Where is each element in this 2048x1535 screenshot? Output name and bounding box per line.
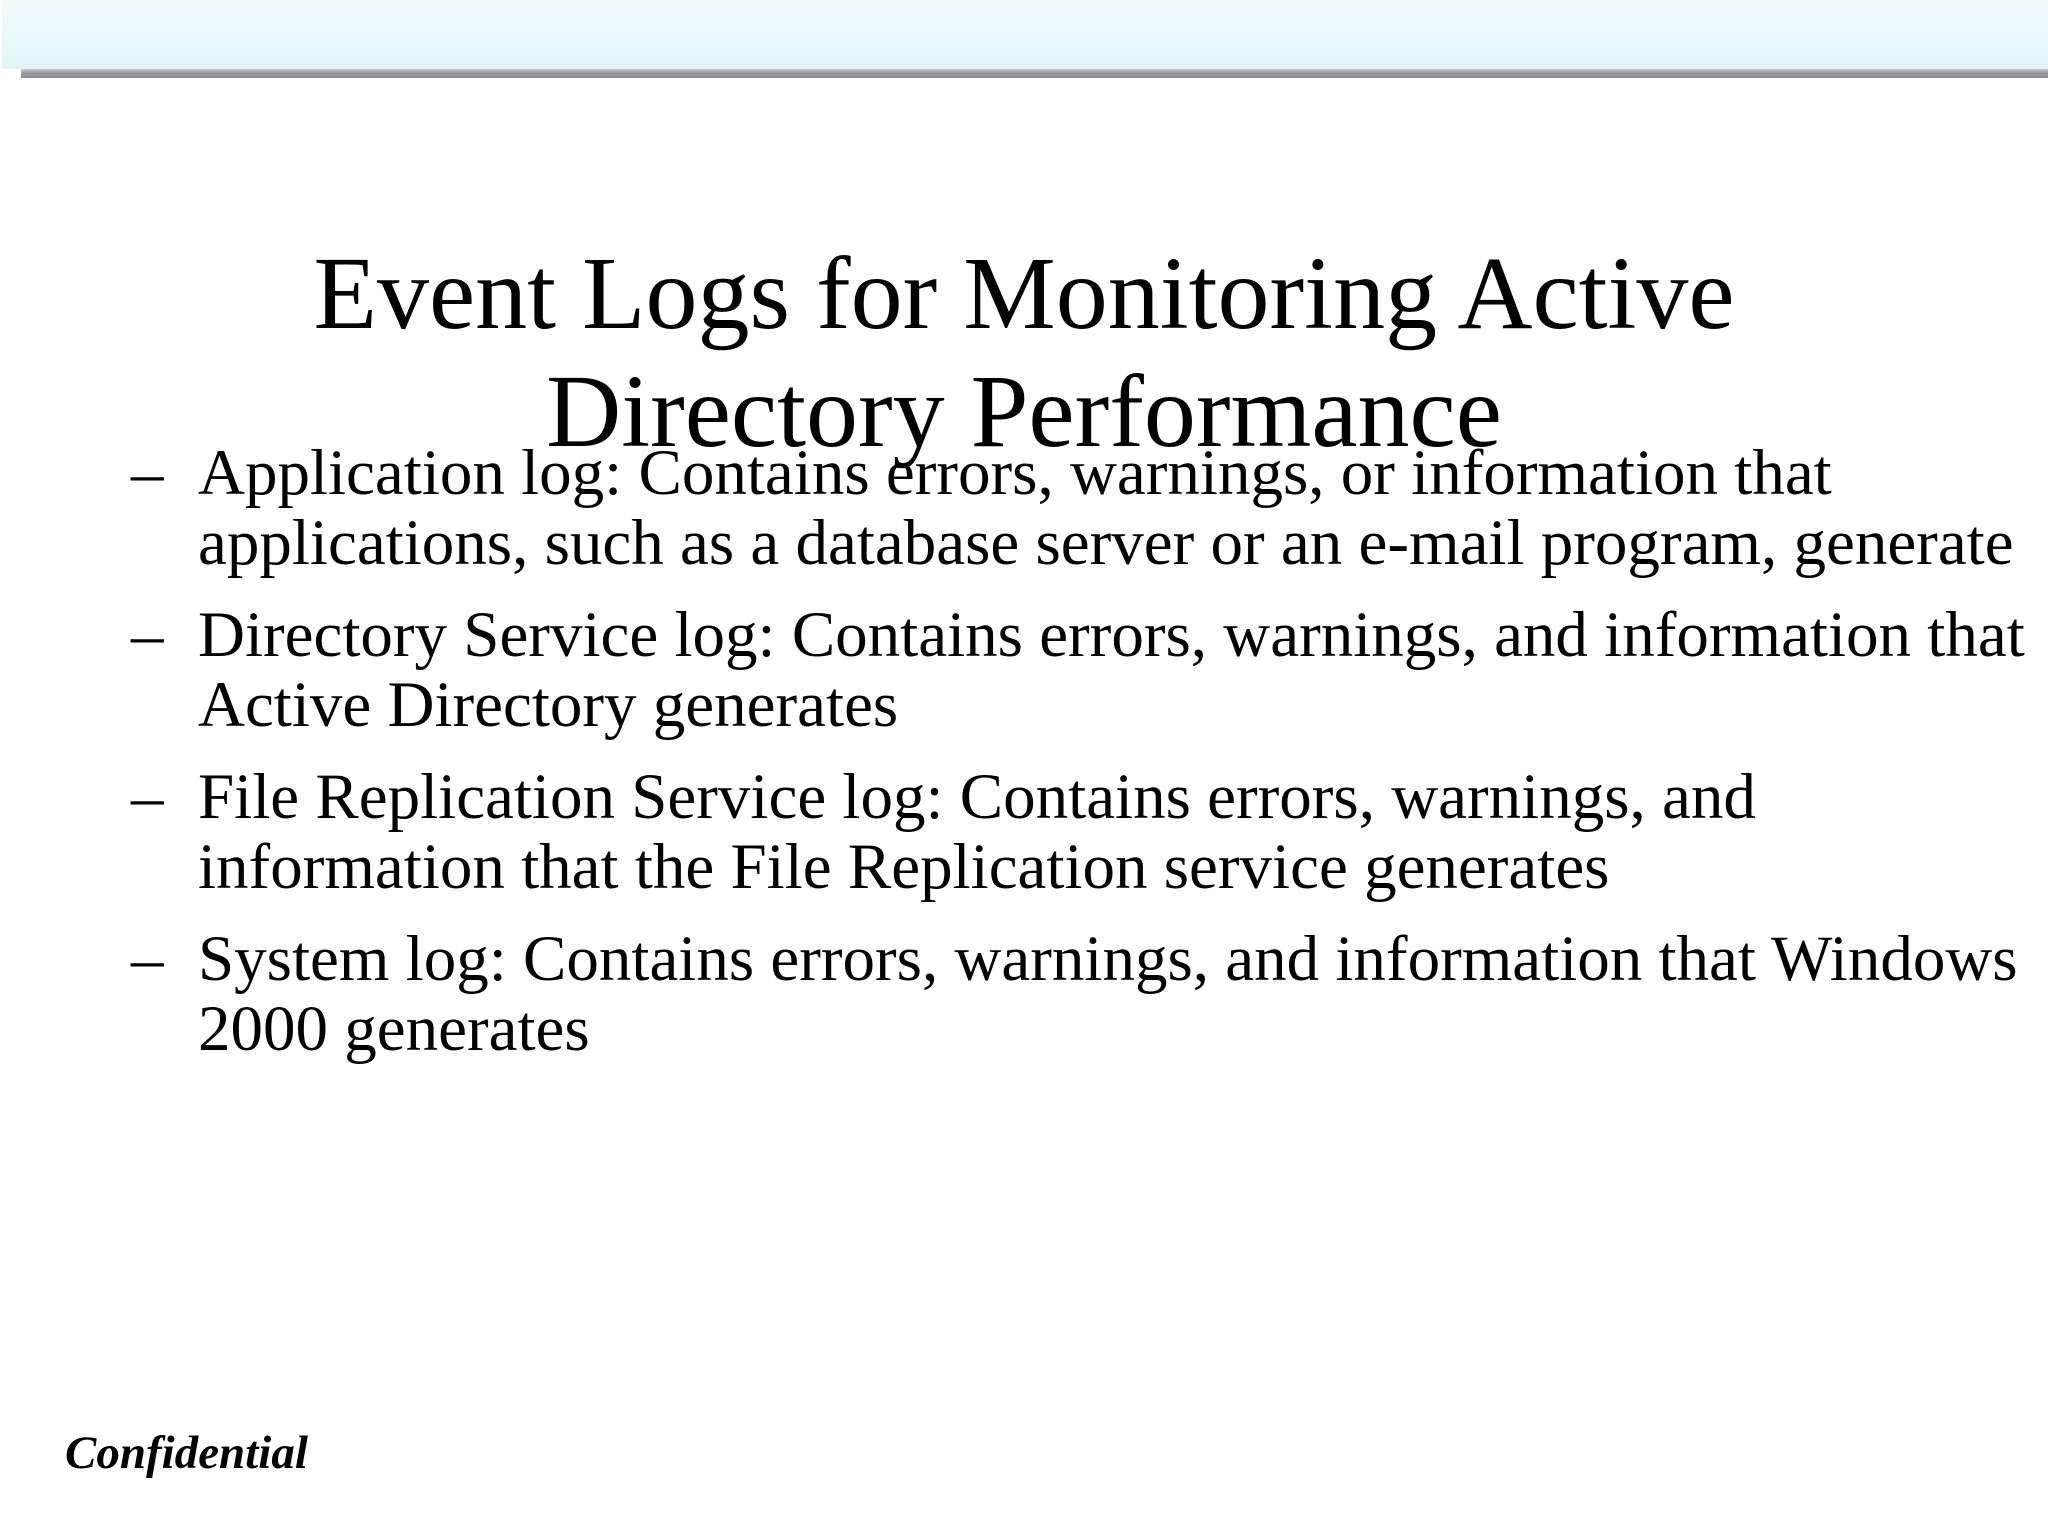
slide-title-line-1: Event Logs for Monitoring Active [313,235,1735,351]
bullet-item-system-log [131,923,2018,1065]
bullet-text [198,600,2025,740]
bullet-text-line: information that the File Replication service generates [198,831,1610,903]
slide-title [0,235,2048,471]
bullet-text [198,762,1971,902]
bullet-item-application-log [131,437,2014,579]
bullet-text-line: File Replication Service log: Contains errors, warnings, and [198,761,1756,833]
dash-bullet-icon: – [131,599,164,671]
dash-bullet-icon: – [131,437,164,509]
header-band [2,0,2048,69]
bullet-text-line: Active Directory generates [198,669,899,741]
bullet-item-directory-service-log [131,599,2025,741]
bullet-text [198,924,2018,1064]
bullet-text-line: 2000 generates [198,993,590,1065]
bullet-text-line: Directory Service log: Contains errors, warnings, and information that [198,599,2025,671]
header-band-shadow [21,69,2048,78]
bullet-text-line: Application log: Contains errors, warnings, or information that [198,437,1832,509]
bullet-item-file-replication-service-log [131,762,1971,902]
slide-title-line-2: Directory Performance [546,353,1502,469]
dash-bullet-icon: – [131,923,164,995]
bullet-text-line: System log: Contains errors, warnings, and information that Windows [198,923,2018,995]
bullet-text [198,438,2014,578]
bullet-text-line: applications, such as a database server or an e-mail program, generate [198,507,2014,579]
bullet-list [131,437,2025,1065]
confidential-label: Confidential [65,1427,308,1479]
dash-bullet-icon: – [131,761,164,833]
